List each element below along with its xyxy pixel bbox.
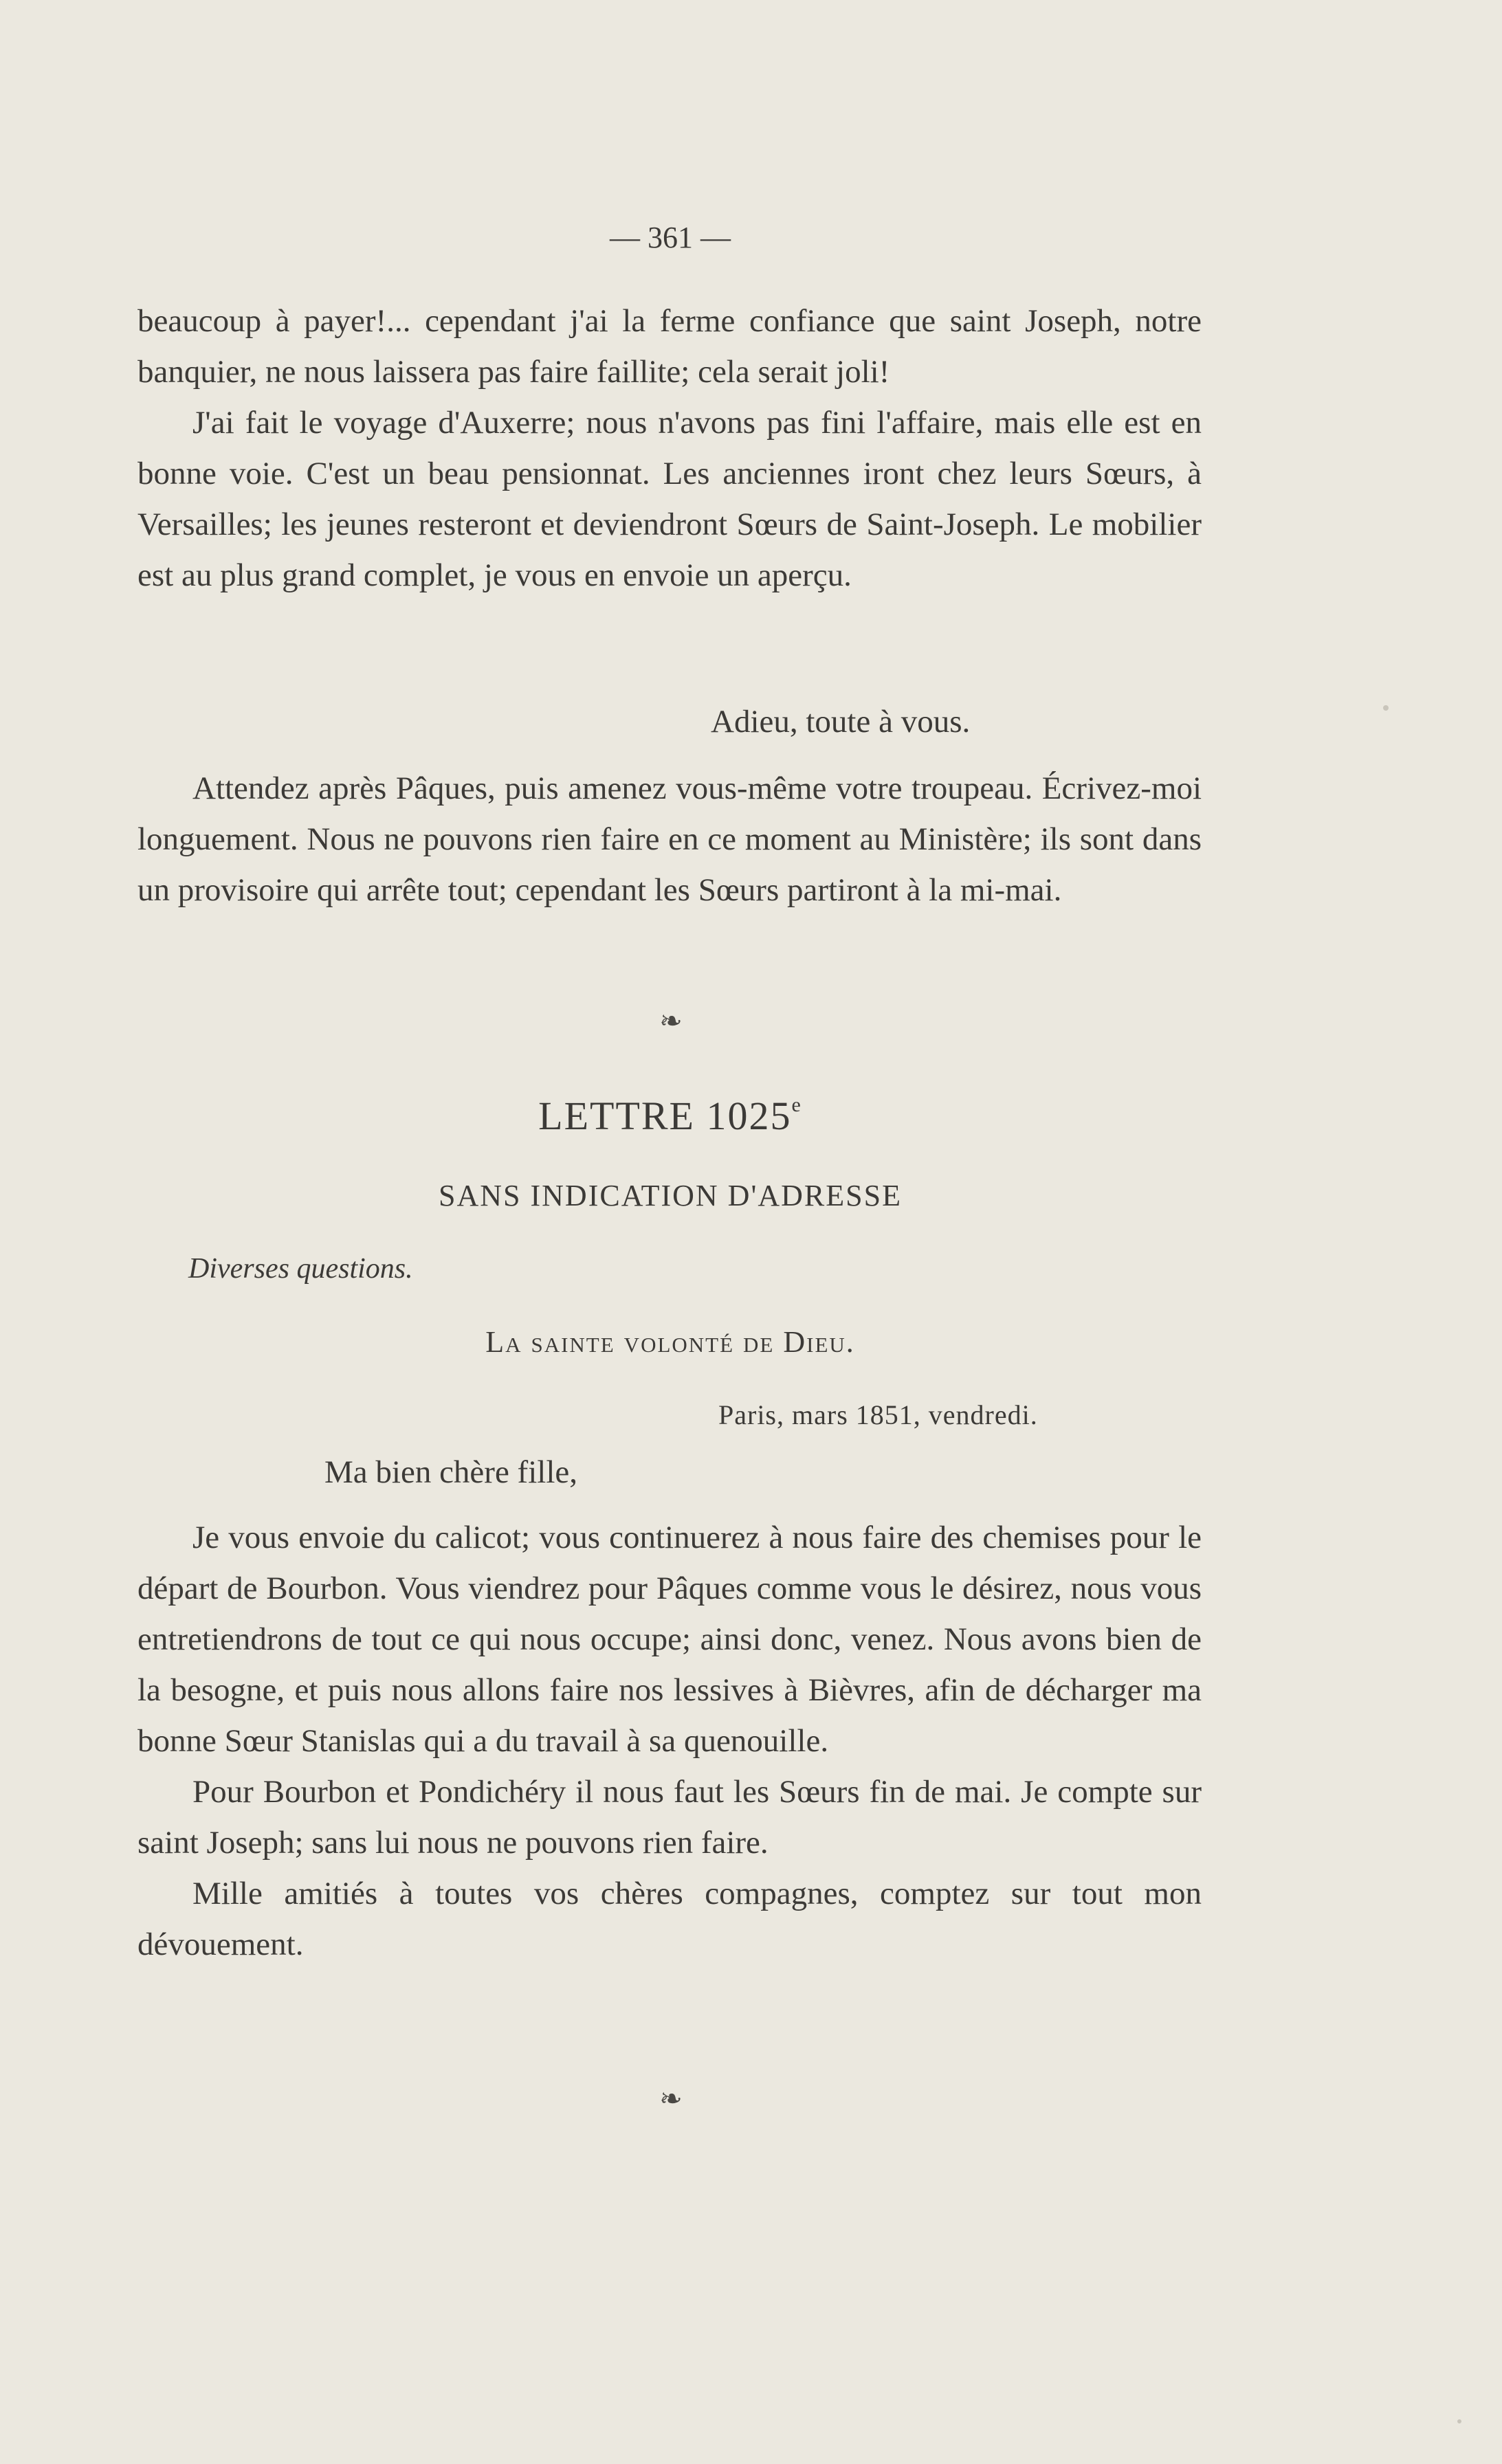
closing-line: Adieu, toute à vous.	[711, 704, 971, 740]
letter-heading	[0, 1093, 1340, 1139]
salutation: Ma bien chère fille,	[324, 1454, 577, 1490]
postscript-block	[137, 763, 1202, 915]
letter-summary: Diverses questions.	[188, 1253, 413, 1285]
paper-speck	[1383, 705, 1389, 711]
letter-body	[137, 1512, 1202, 1970]
letter-number: LETTRE 1025	[538, 1094, 792, 1138]
ordinal-suffix: e	[791, 1094, 802, 1116]
ornament-divider-end: ❧	[659, 2083, 681, 2114]
letter-continuation	[137, 296, 1202, 601]
postscript: Attendez après Pâques, puis amenez vous-même votre troupeau. Écrivez-moi longuement. Nous ne pouvons rien faire en ce moment au Ministère; ils sont dans un provisoire qui arrête tout; cependant les Sœurs partiront à la mi-mai.	[137, 770, 1202, 908]
ornament-divider: ❧	[659, 1006, 681, 1036]
letter-address: SANS INDICATION D'ADRESSE	[439, 1179, 902, 1212]
paper-speck	[1457, 2419, 1461, 2423]
paragraph: J'ai fait le voyage d'Auxerre; nous n'avons pas fini l'affaire, mais elle est en bonne voie. C'est un beau pensionnat. Les anciennes iront chez leurs Sœurs, à Versailles; les jeunes resteront et deviendront Sœurs de Saint-Joseph. Le mobilier est au plus grand complet, je vous en envoie un aperçu.	[137, 405, 1202, 593]
paragraph: Pour Bourbon et Pondichéry il nous faut les Sœurs fin de mai. Je compte sur saint Joseph; sans lui nous ne pouvons rien faire.	[137, 1774, 1202, 1861]
paragraph: Je vous envoie du calicot; vous continuerez à nous faire des chemises pour le départ de Bourbon. Vous viendrez pour Pâques comme vous le désirez, nous vous entretiendrons de tout ce qui nous occupe; ainsi donc, venez. Nous avons bien de la besogne, et puis nous allons faire nos lessives à Bièvres, afin de décharger ma bonne Sœur Stanislas qui a du travail à sa quenouille.	[137, 1520, 1202, 1759]
letter-dateline: Paris, mars 1851, vendredi.	[718, 1399, 1038, 1430]
paragraph: beaucoup à payer!... cependant j'ai la ferme confiance que saint Joseph, notre banquier, ne nous laissera pas faire faillite; cela serait joli!	[137, 303, 1202, 390]
letter-theme: La sainte volonté de Dieu.	[485, 1325, 855, 1359]
paragraph: Mille amitiés à toutes vos chères compagnes, comptez sur tout mon dévouement.	[137, 1876, 1202, 1962]
page-number: — 361 —	[610, 221, 731, 254]
